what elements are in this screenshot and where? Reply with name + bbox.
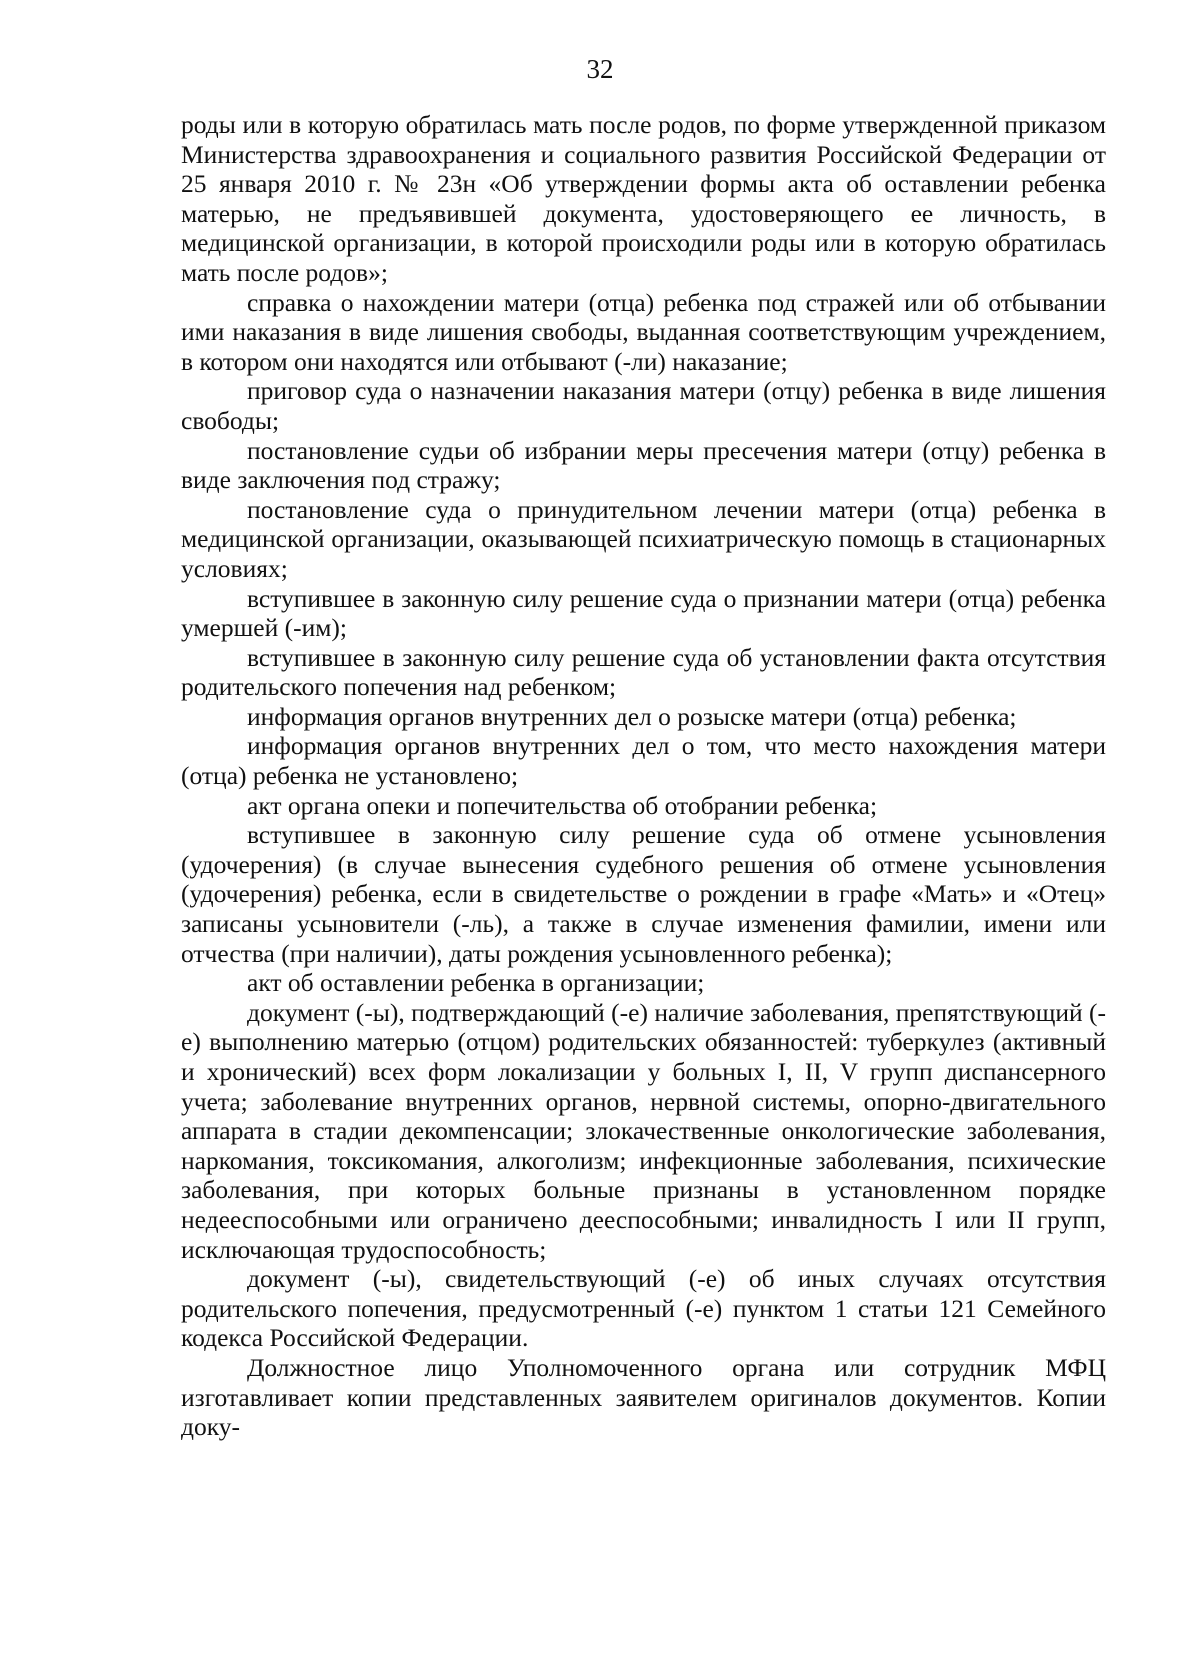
paragraph: постановление суда о принудительном лечении матери (отца) ребенка в медицинской организации, оказывающей психиатрическую помощь в стационарных условиях; [181,494,1106,583]
paragraph: информация органов внутренних дел о розыске матери (отца) ребенка; [247,701,1017,731]
paragraph: Должностное лицо Уполномоченного органа или сотрудник МФЦ изготавливает копии представленных заявителем оригиналов документов. Копии доку- [181,1352,1106,1442]
paragraph: вступившее в законную силу решение суда о признании матери (отца) ребенка умершей (-им); [181,583,1106,643]
paragraph: акт органа опеки и попечительства об отобрании ребенка; [247,790,878,820]
paragraph: информация органов внутренних дел о том, что место нахождения матери (отца) ребенка не установлено; [181,731,1106,791]
page-number: 32 [586,54,614,84]
paragraph: постановление судьи об избрании меры пресечения матери (отцу) ребенка в виде заключения под стражу; [181,435,1106,495]
paragraph: документ (-ы), подтверждающий (-е) наличие заболевания, препятствующий (-е) выполнению матерью (отцом) родительских обязанностей: туберкулез (активный и хронический) всех форм локализации у больных I, II, V групп диспансерного учета; заболевание внутренних органов, нервной системы, опорно-двигательного аппарата в стадии декомпенсации; злокачественные онкологические заболевания, наркомания, токсикомания, алкоголизм; инфекционные заболевания, психические заболевания, при которых больные признаны в установленном порядке недееспособными или ограничено дееспособными; инвалидность I или II групп, исключающая трудоспособность; [181,997,1106,1264]
paragraph: документ (-ы), свидетельствующий (-е) об иных случаях отсутствия родительского попечения, предусмотренный (-е) пунктом 1 статьи 121 Семейного кодекса Российской Федерации. [181,1264,1106,1353]
paragraph: акт об оставлении ребенка в организации; [247,968,705,998]
paragraph: справка о нахождении матери (отца) ребенка под стражей или об отбывании ими наказания в виде лишения свободы, выданная соответствующим учреждением, в котором они находятся или отбывают (-ли) наказание; [181,287,1106,376]
document-body [181,110,1106,1442]
paragraph: вступившее в законную силу решение суда об отмене усыновления (удочерения) (в случае вынесения судебного решения об отмене усыновления (удочерения) ребенка, если в свидетельстве о рождении в графе «Мать» и «Отец» записаны усыновители (-ль), а также в случае изменения фамилии, имени или отчества (при наличии), даты рождения усыновленного ребенка); [181,820,1106,968]
paragraph: роды или в которую обратилась мать после родов, по форме утвержденной приказом Министерства здравоохранения и социального развития Российской Федерации от 25 января 2010 г. № 23н «Об утверждении формы акта об оставлении ребенка матерью, не предъявившей документа, удостоверяющего ее личность, в медицинской организации, в которой происходили роды или в которую обратилась мать после родов»; [181,110,1106,287]
paragraph: приговор суда о назначении наказания матери (отцу) ребенка в виде лишения свободы; [181,376,1106,435]
paragraph: вступившее в законную силу решение суда об установлении факта отсутствия родительского попечения над ребенком; [181,642,1106,702]
